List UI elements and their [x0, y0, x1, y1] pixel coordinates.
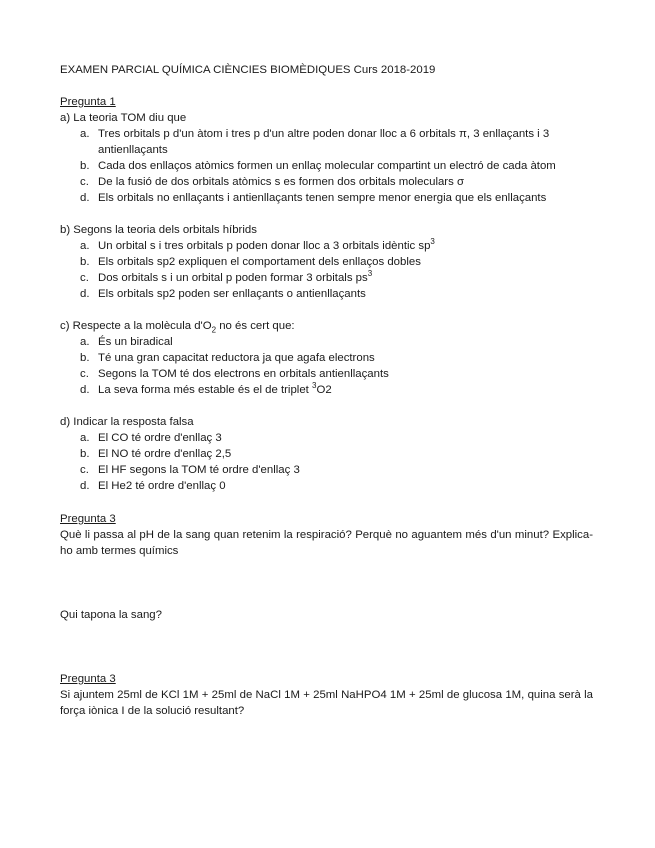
option-1b-a: a. Un orbital s i tres orbitals p poden donar lloc a 3 orbitals idèntic $sp^3$ — [80, 237, 435, 252]
question-1b-stem: b) Segons la teoria dels orbitals híbrids — [60, 224, 257, 236]
question-1c-options — [60, 334, 389, 398]
question-2-followup: Qui tapona la sang? — [60, 609, 162, 621]
question-1b-options — [60, 238, 435, 302]
question-1d-options — [60, 430, 300, 494]
option-1c-d: d. La seva forma més estable és el de triplet $^3$O2 — [80, 381, 332, 396]
question-3-heading: Pregunta 3 — [60, 673, 116, 685]
option-1a-c: c. De la fusió de dos orbitals atòmics s es formen dos orbitals moleculars σ — [80, 176, 464, 188]
option-1d-a: a. El CO té ordre d'enllaç 3 — [80, 432, 222, 444]
option-1a-b: b. Cada dos enllaços atòmics formen un enllaç molecular compartint un electró de cada àtom — [80, 160, 556, 172]
option-1c-c: c. Segons la TOM té dos electrons en orbitals antienllaçants — [80, 368, 389, 380]
option-1d-c: c. El HF segons la TOM té ordre d'enllaç 3 — [80, 464, 300, 476]
option-1b-d: d. Els orbitals sp2 poden ser enllaçants o antienllaçants — [80, 288, 366, 300]
question-2-heading: Pregunta 3 — [60, 513, 116, 525]
exam-title: EXAMEN PARCIAL QUÍMICA CIÈNCIES BIOMÈDIQUES Curs 2018-2019 — [60, 64, 436, 76]
question-3-text: Si ajuntem 25ml de KCl 1M + 25ml de NaCl 1M + 25ml NaHPO4 1M + 25ml de glucosa 1M, quina serà la força iònica I de la solució resultant? — [60, 689, 593, 717]
option-1d-b: b. El NO té ordre d'enllaç 2,5 — [80, 448, 232, 460]
option-1d-d: d. El He2 té ordre d'enllaç 0 — [80, 480, 226, 492]
question-1a-options — [60, 126, 594, 206]
option-1c-a: a. És un biradical — [80, 336, 173, 348]
option-1a-d: d. Els orbitals no enllaçants i antienllaçants tenen sempre menor energia que els enllaçants — [80, 192, 547, 204]
option-1b-c: c. Dos orbitals s i un orbital p poden formar 3 orbitals $ps^3$ — [80, 269, 373, 284]
question-1c-stem: c) Respecte a la molècula $d'O_2$ no és cert que: — [60, 320, 295, 335]
option-1a-a: a. Tres orbitals p d'un àtom i tres p d'un altre poden donar lloc a 6 orbitals π, 3 enllaçants i 3 antienllaçants — [80, 128, 550, 156]
question-2-text: Què li passa al pH de la sang quan retenim la respiració? Perquè no aguantem més d'un minut? Explica-ho amb termes químics — [60, 529, 593, 557]
question-1-heading: Pregunta 1 — [60, 96, 116, 108]
question-1a-stem: a) La teoria TOM diu que — [60, 112, 187, 124]
question-1d-stem: d) Indicar la resposta falsa — [60, 416, 194, 428]
option-1c-b: b. Té una gran capacitat reductora ja que agafa electrons — [80, 352, 375, 364]
option-1b-b: b. Els orbitals sp2 expliquen el comportament dels enllaços dobles — [80, 256, 421, 268]
